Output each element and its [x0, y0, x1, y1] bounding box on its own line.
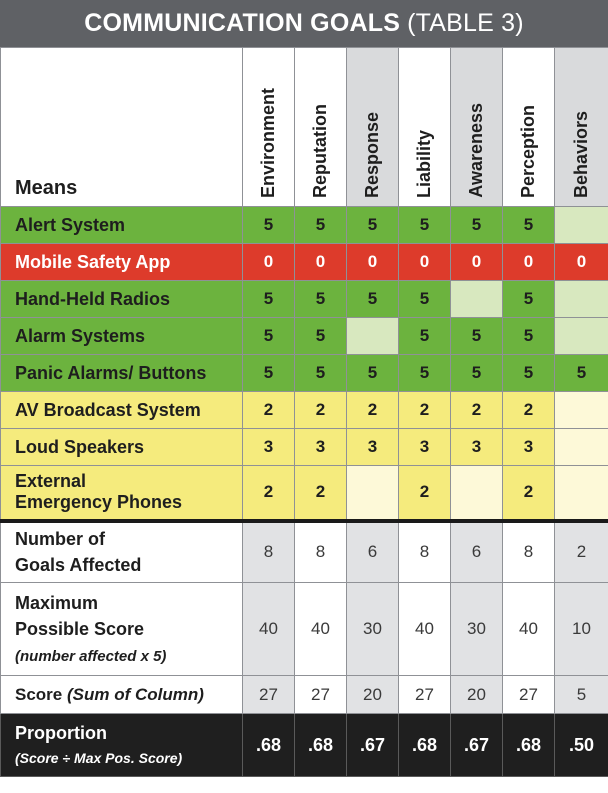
- table-cell: 2: [243, 466, 295, 521]
- table-title-bar: [0, 0, 608, 47]
- column-header-behaviors: [555, 48, 608, 207]
- table-cell: 5: [243, 281, 295, 318]
- table-cell: [555, 318, 608, 355]
- summary-cell: 8: [399, 521, 451, 583]
- summary-cell: 27: [243, 676, 295, 714]
- table-row-panic-alarms: [1, 355, 608, 392]
- table-cell: 5: [399, 318, 451, 355]
- summary-label-main: Proportion: [15, 722, 107, 743]
- table-cell: 5: [503, 318, 555, 355]
- table-row-external-emergency-phones: [1, 466, 608, 521]
- summary-label: [1, 676, 243, 714]
- table-row-alarm-systems: [1, 318, 608, 355]
- table-cell: 5: [295, 281, 347, 318]
- table-cell: 5: [347, 207, 399, 244]
- table-cell: 5: [399, 207, 451, 244]
- table-cell: 5: [399, 281, 451, 318]
- table-cell: 0: [399, 244, 451, 281]
- table-cell: 2: [243, 392, 295, 429]
- table-cell: 2: [399, 466, 451, 521]
- table-cell: 0: [347, 244, 399, 281]
- column-header-perception: [503, 48, 555, 207]
- summary-label-line: Number of: [15, 529, 105, 550]
- row-label: [1, 466, 243, 521]
- proportion-cell: .68: [503, 714, 555, 777]
- table-subtitle: (TABLE 3): [407, 9, 524, 37]
- row-label: Mobile Safety App: [1, 244, 243, 281]
- column-label: Perception: [518, 104, 538, 198]
- summary-label: [1, 521, 243, 583]
- column-header-environment: [243, 48, 295, 207]
- table-cell: 2: [503, 392, 555, 429]
- row-label-line: Emergency Phones: [15, 492, 183, 513]
- summary-label: [1, 583, 243, 676]
- summary-row-score: [1, 676, 608, 714]
- table-cell: 2: [399, 392, 451, 429]
- table-row-loud-speakers: [1, 429, 608, 466]
- table-cell: 3: [451, 429, 503, 466]
- table-cell: 2: [295, 392, 347, 429]
- table-cell: 0: [555, 244, 608, 281]
- table-cell: [555, 281, 608, 318]
- table-cell: [555, 392, 608, 429]
- summary-cell: 27: [503, 676, 555, 714]
- row-label: Panic Alarms/ Buttons: [1, 355, 243, 392]
- row-label: Alert System: [1, 207, 243, 244]
- table-cell: [347, 318, 399, 355]
- summary-label-note: (number affected x 5): [15, 648, 167, 666]
- table-cell: 5: [451, 355, 503, 392]
- table-cell: 5: [243, 355, 295, 392]
- summary-row-goals-affected: [1, 521, 608, 583]
- table-cell: 5: [243, 207, 295, 244]
- summary-cell: 40: [503, 583, 555, 676]
- summary-cell: 27: [399, 676, 451, 714]
- table-cell: 5: [451, 207, 503, 244]
- row-label: Alarm Systems: [1, 318, 243, 355]
- column-header-awareness: [451, 48, 503, 207]
- summary-cell: 6: [347, 521, 399, 583]
- summary-cell: 20: [347, 676, 399, 714]
- table-cell: 5: [399, 355, 451, 392]
- column-header-liability: [399, 48, 451, 207]
- proportion-cell: .50: [555, 714, 608, 777]
- table-cell: 0: [503, 244, 555, 281]
- table-cell: [347, 466, 399, 521]
- summary-cell: 30: [451, 583, 503, 676]
- table-cell: 3: [503, 429, 555, 466]
- column-label: Environment: [258, 87, 278, 198]
- row-label-line: External: [15, 471, 87, 492]
- summary-cell: 30: [347, 583, 399, 676]
- summary-label-line: Possible Score: [15, 618, 145, 639]
- table-cell: 5: [451, 318, 503, 355]
- table-cell: 5: [347, 281, 399, 318]
- summary-label: [1, 714, 243, 777]
- summary-label-line: Maximum: [15, 592, 99, 613]
- summary-cell: 8: [243, 521, 295, 583]
- proportion-cell: .67: [347, 714, 399, 777]
- proportion-cell: .67: [451, 714, 503, 777]
- table-cell: 5: [503, 207, 555, 244]
- table-cell: [555, 207, 608, 244]
- table-cell: 2: [451, 392, 503, 429]
- table-cell: [555, 466, 608, 521]
- summary-label-note: (Sum of Column): [66, 684, 204, 704]
- table-cell: [451, 466, 503, 521]
- table-cell: 5: [295, 318, 347, 355]
- table-cell: 5: [503, 281, 555, 318]
- table-cell: 5: [555, 355, 608, 392]
- column-label: Liability: [414, 129, 434, 198]
- table-cell: 3: [399, 429, 451, 466]
- table-cell: 2: [503, 466, 555, 521]
- table-cell: 0: [451, 244, 503, 281]
- table-cell: 5: [295, 355, 347, 392]
- table-cell: 2: [347, 392, 399, 429]
- summary-label-line: Goals Affected: [15, 555, 142, 576]
- table-cell: 3: [347, 429, 399, 466]
- summary-cell: 40: [243, 583, 295, 676]
- summary-label-note: (Score ÷ Max Pos. Score): [15, 750, 183, 766]
- summary-cell: 10: [555, 583, 608, 676]
- table-cell: 5: [503, 355, 555, 392]
- table-row-alert-system: [1, 207, 608, 244]
- table-cell: [451, 281, 503, 318]
- column-header-response: [347, 48, 399, 207]
- column-label: Behaviors: [571, 110, 591, 198]
- proportion-cell: .68: [243, 714, 295, 777]
- table-title: COMMUNICATION GOALS: [84, 9, 401, 37]
- column-label: Reputation: [310, 104, 330, 198]
- summary-cell: 27: [295, 676, 347, 714]
- table-cell: 3: [295, 429, 347, 466]
- row-label: Hand-Held Radios: [1, 281, 243, 318]
- column-header-reputation: [295, 48, 347, 207]
- column-label: Awareness: [466, 103, 486, 198]
- summary-cell: 2: [555, 521, 608, 583]
- summary-row-proportion: [1, 714, 608, 777]
- proportion-cell: .68: [399, 714, 451, 777]
- summary-cell: 40: [399, 583, 451, 676]
- table-row-av-broadcast-system: [1, 392, 608, 429]
- table-cell: 3: [243, 429, 295, 466]
- summary-cell: 5: [555, 676, 608, 714]
- summary-cell: 20: [451, 676, 503, 714]
- summary-cell: 8: [503, 521, 555, 583]
- header-row: [1, 48, 608, 207]
- table-cell: 5: [295, 207, 347, 244]
- table-row-hand-held-radios: [1, 281, 608, 318]
- communication-goals-table: [0, 47, 608, 777]
- row-label: AV Broadcast System: [1, 392, 243, 429]
- table-cell: 5: [243, 318, 295, 355]
- summary-row-max-score: [1, 583, 608, 676]
- table-cell: 0: [243, 244, 295, 281]
- table-cell: 5: [347, 355, 399, 392]
- proportion-cell: .68: [295, 714, 347, 777]
- means-header: Means: [1, 48, 243, 207]
- row-label: Loud Speakers: [1, 429, 243, 466]
- table-row-mobile-safety-app: [1, 244, 608, 281]
- summary-cell: 40: [295, 583, 347, 676]
- table-cell: 2: [295, 466, 347, 521]
- summary-cell: 6: [451, 521, 503, 583]
- table-cell: 0: [295, 244, 347, 281]
- column-label: Response: [362, 111, 382, 198]
- table-cell: [555, 429, 608, 466]
- summary-label-main: Score: [15, 684, 63, 704]
- summary-cell: 8: [295, 521, 347, 583]
